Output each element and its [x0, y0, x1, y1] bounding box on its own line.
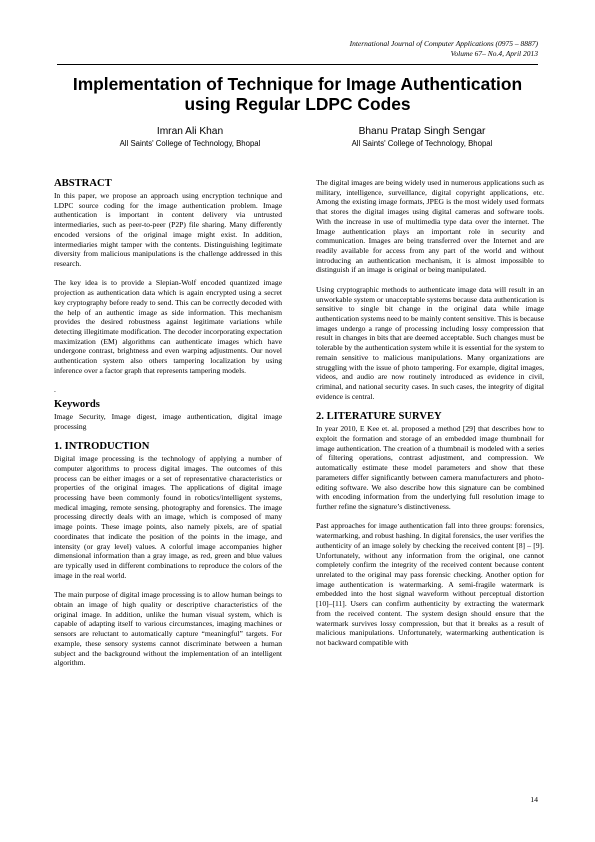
body-paragraph: In year 2010, E Kee et. al. proposed a method [29] that describes how to exploit the formation and storage of an embedded image thumbnail for image authentication. The creation of a thumbnail is modeled with a series of filtering operations, contrast adjustment, and compression. We automatically estimate these model parameters and show that these parameters differ significantly between camera manufacturers and photo-editing software. We also describe how this signature can be combined with encoding information from the underlying full resolution image to further refine the signature’s distinctiveness. [316, 424, 544, 511]
right-column [316, 178, 544, 657]
title-line-1: Implementation of Technique for Image Authentication [72, 74, 523, 94]
literature-survey-heading: 2. LITERATURE SURVEY [316, 411, 442, 423]
abstract-paragraph: In this paper, we propose an approach using encryption technique and LDPC source coding for the image authentication problem. Image authentication is important in content delivery via untrusted intermediaries, such as peer-to-peer (P2P) file sharing. Many differently encoded versions of the original image might exist. In addition, intermediaries might tamper with the contents. Distinguishing legitimate diversity from malicious manipulations is the challenge addressed in this research. [54, 191, 282, 269]
body-paragraph: The digital images are being widely used in numerous applications such as military, intelligence, surveillance, digital copyright applications, etc. Among the existing image formats, JPEG is the most widely used formats that stores the digital images using digital cameras and software tools. With the increase in use of multimedia type data over the internet. The Image authentication plays an important role in security and communication. Images are being transferred over the Internet and are readily available for access from any part of the world and without introducing an authentication mechanism, it is almost impossible to distinguish if an image is original or being manipulated. [316, 178, 544, 275]
paper-title [45, 74, 550, 114]
journal-header [238, 39, 538, 58]
keywords-heading: Keywords [54, 399, 100, 411]
body-paragraph: Past approaches for image authentication fall into three groups: forensics, watermarking, and robust hashing. In digital forensics, the user verifies the authenticity of an image solely by checking the received content [8] – [9]. Unfortunately, without any information from the original, one cannot completely confirm the integrity of the received content because content unrelated to the original may pass forensic checking. Another option for image authentication is watermarking. A semi-fragile watermark is embedded into the host signal waveform without perceptual distortion [10]–[11]. Users can confirm authenticity by extracting the watermark from the received content. The system design should ensure that the watermark survives lossy compression, but that it breaks as a result of malicious manipulations. Unfortunately, watermarking authentication is not backward compatible with [316, 521, 544, 647]
title-line-2: using Regular LDPC Codes [184, 94, 411, 114]
stray-dot: . [54, 385, 56, 395]
journal-name: International Journal of Computer Applications (0975 – 8887) [349, 39, 538, 48]
author-affiliation: All Saints' College of Technology, Bhopal [351, 139, 493, 148]
body-paragraph: Using cryptographic methods to authenticate image data will result in an unworkable system or unacceptable systems because data authentication is sensitive to single bit change in the original data while image authentication systems need to be mainly content sensitive. This is because images undergo a range of processing including lossy compression that result in changes in bits that are deemed acceptable. Such changes must be tolerable by the authentication system while it is essential for the system to remain sensitive to malicious manipulations. Many organizations are struggling with the issue of photo tampering. For example, digital images, videos, and audio are now routinely introduced as evidence in civil, criminal, and national security cases. In such cases, the integrity of digital evidence is central. [316, 284, 544, 401]
introduction-heading: 1. INTRODUCTION [54, 441, 150, 453]
abstract-paragraph: The key idea is to provide a Slepian-Wolf encoded quantized image projection as authentication data which is again encrypted using a secret key cryptography before ready to send. This can be correctly decoded with the help of an authentic image as side information. This mechanism provides the desired robustness against legitimate variations while detecting illegitimate modification. The decoder incorporating expectation maximization (EM) algorithms can authenticate images which have undergone contrast, brightness and even warping adjustments. Our novel authentication system also others tampering localization by using inference over a factor graph that represents tampering models. [54, 278, 282, 375]
author-2 [292, 125, 552, 149]
author-name: Bhanu Pratap Singh Sengar [358, 126, 486, 137]
author-name: Imran Ali Khan [156, 126, 224, 137]
page-number: 14 [530, 795, 538, 804]
left-column [54, 178, 282, 678]
journal-volume: Volume 67– No.4, April 2013 [450, 48, 538, 58]
author-1 [60, 125, 320, 149]
header-rule [57, 64, 538, 65]
introduction-paragraph: Digital image processing is the technology of applying a number of computer algorithms to process digital images. The outcomes of this process can be either images or a set of representative characteristics or properties of the original images. The applications of digital image processing have been commonly found in robotics/intelligent systems, medical imaging, remote sensing, photography and forensics. The image processing directly deals with an image, which is composed of many image points. These image points, also namely pixels, are of spatial coordinates that indicate the position of the points in the image, and intensity (or gray level) values. A colorful image accompanies higher dimensional information than a gray image, as red, green and blue values are typically used in different combinations to reproduce the colors of the image in the real world. [54, 454, 282, 580]
introduction-paragraph: The main purpose of digital image processing is to allow human beings to obtain an image of high quality or descriptive characteristics of the original image. In addition, unlike the human visual system, which is capable of adapting itself to various circumstances, imaging machines or sensors are reluctant to automatically capture “meaningful” targets. For example, these sensory systems cannot discriminate between a human subject and the background without the implementation of an intelligent algorithm. [54, 590, 282, 668]
author-affiliation: All Saints' College of Technology, Bhopal [119, 139, 261, 148]
keywords-text: Image Security, Image digest, image authentication, digital image processing [54, 412, 282, 431]
abstract-heading: ABSTRACT [54, 178, 112, 189]
